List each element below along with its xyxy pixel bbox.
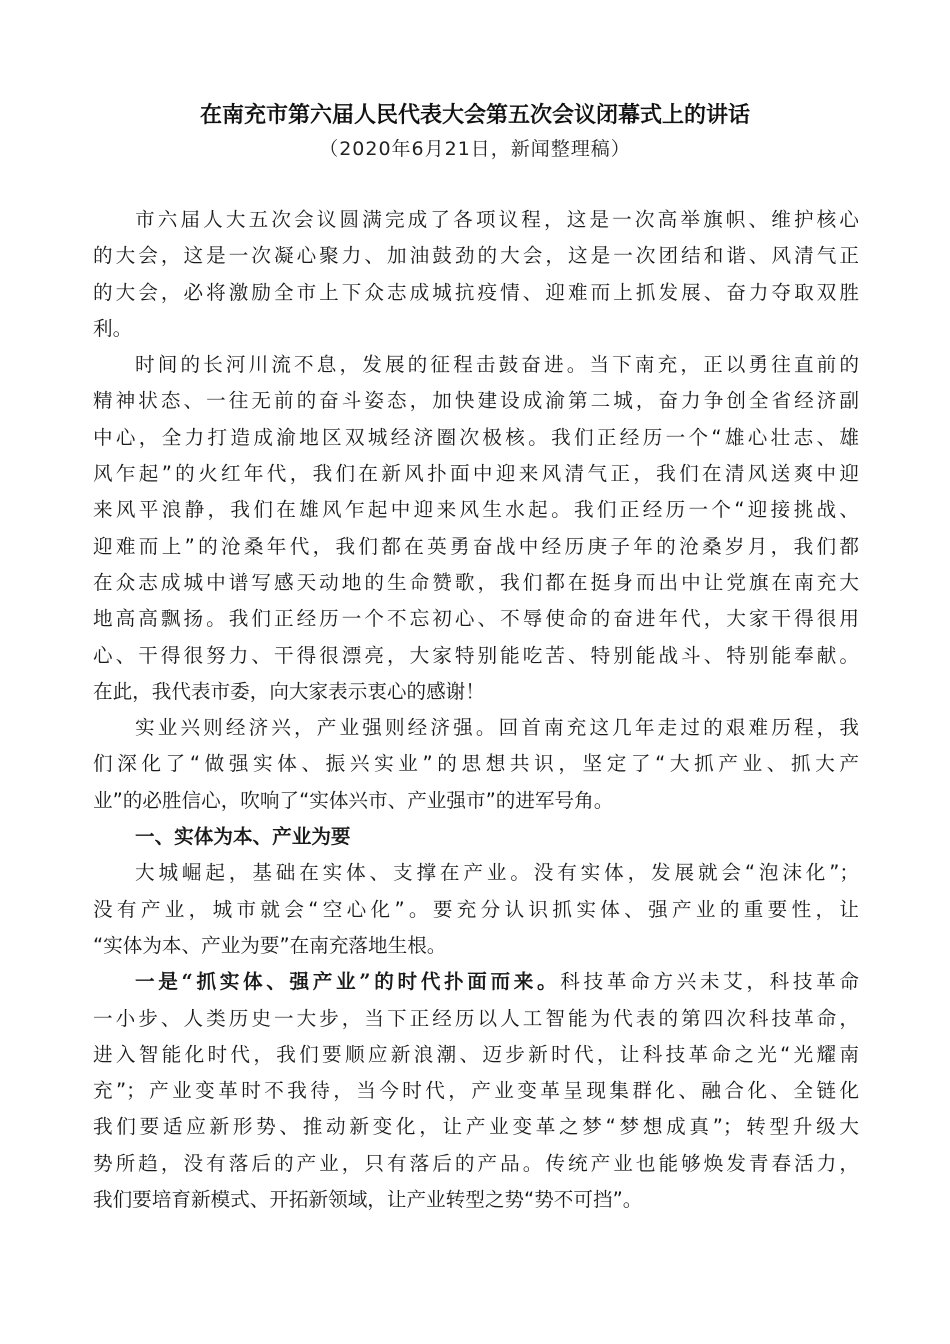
text-line: 们深化了“做强实体、振兴实业”的思想共识，坚定了“大抓产业、抓大产 [93,752,859,776]
text-line: 进入智能化时代，我们要顺应新浪潮、迈步新时代，让科技革命之光“光耀南 [93,1042,859,1066]
text-line: 利。 [93,316,133,340]
document-body [93,202,859,1218]
text-line: 我们要培育新模式、开拓新领域，让产业转型之势“势不可挡”。 [93,1188,643,1212]
paragraph [93,347,859,710]
text-line: 迎难而上”的沧桑年代，我们都在英勇奋战中经历庚子年的沧桑岁月，我们都 [93,534,859,558]
text-line: 势所趋，没有落后的产业，只有落后的产品。传统产业也能够焕发青春活力， [93,1151,859,1175]
text-line: 精神状态、一往无前的奋斗姿态，加快建设成渝第二城，奋力争创全省经济副 [93,389,859,413]
text-line: 的大会，必将激励全市上下众志成城抗疫情、迎难而上抓发展、奋力夺取双胜 [93,280,859,304]
document-title: 在南充市第六届人民代表大会第五次会议闭幕式上的讲话 [199,102,750,128]
text-line: 地高高飘扬。我们正经历一个不忘初心、不辱使命的奋进年代，大家干得很用 [93,607,859,631]
text-line: 时间的长河川流不息，发展的征程击鼓奋进。当下南充，正以勇往直前的 [135,353,859,377]
lead-sentence: 一是“抓实体、强产业”的时代扑面而来。 [135,970,561,994]
text-line: 没有产业，城市就会“空心化”。要充分认识抓实体、强产业的重要性，让 [93,897,859,921]
text-line: 市六届人大五次会议圆满完成了各项议程，这是一次高举旗帜、维护核心 [135,208,859,231]
text-line: 一小步、人类历史一大步，当下正经历以人工智能为代表的第四次科技革命， [93,1006,859,1030]
text-line: 我们要适应新形势、推动新变化，让产业变革之梦“梦想成真”；转型升级大 [93,1115,859,1139]
text-line: 中心，全力打造成渝地区双城经济圈次极核。我们正经历一个“雄心壮志、雄 [93,425,859,449]
text-line: “实体为本、产业为要”在南充落地生根。 [93,933,447,957]
section-heading: 一、实体为本、产业为要 [135,825,351,849]
text-line: 业”的必胜信心，吹响了“实体兴市、产业强市”的进军号角。 [93,788,614,812]
text-line [93,964,859,1000]
text-line: 在此，我代表市委，向大家表示衷心的感谢！ [93,679,485,703]
document-subtitle: （2020年6月21日，新闻整理稿） [319,138,631,160]
text-line: 心、干得很努力、干得很漂亮，大家特别能吃苦、特别能战斗、特别能奉献。 [93,643,859,667]
text-line: 的大会，这是一次凝心聚力、加油鼓劲的大会，这是一次团结和谐、风清气正 [93,244,859,268]
text-line: 在众志成城中谱写感天动地的生命赞歌，我们都在挺身而出中让党旗在南充大 [93,570,859,594]
paragraph [93,964,859,1218]
text-line: 来风平浪静，我们在雄风乍起中迎来风生水起。我们正经历一个“迎接挑战、 [93,498,859,522]
text-line: 大城崛起，基础在实体、支撑在产业。没有实体，发展就会“泡沫化”； [135,861,859,885]
text-line: 实业兴则经济兴，产业强则经济强。回首南充这几年走过的艰难历程，我 [135,716,859,740]
paragraph [93,855,859,964]
text-line: 充”；产业变革时不我待，当今时代，产业变革呈现集群化、融合化、全链化 [93,1079,859,1103]
paragraph [93,202,859,347]
text-line: 风乍起”的火红年代，我们在新风扑面中迎来风清气正，我们在清风送爽中迎 [93,462,859,486]
text-run: 科技革命方兴未艾，科技革命 [560,970,860,994]
paragraph [93,710,859,819]
